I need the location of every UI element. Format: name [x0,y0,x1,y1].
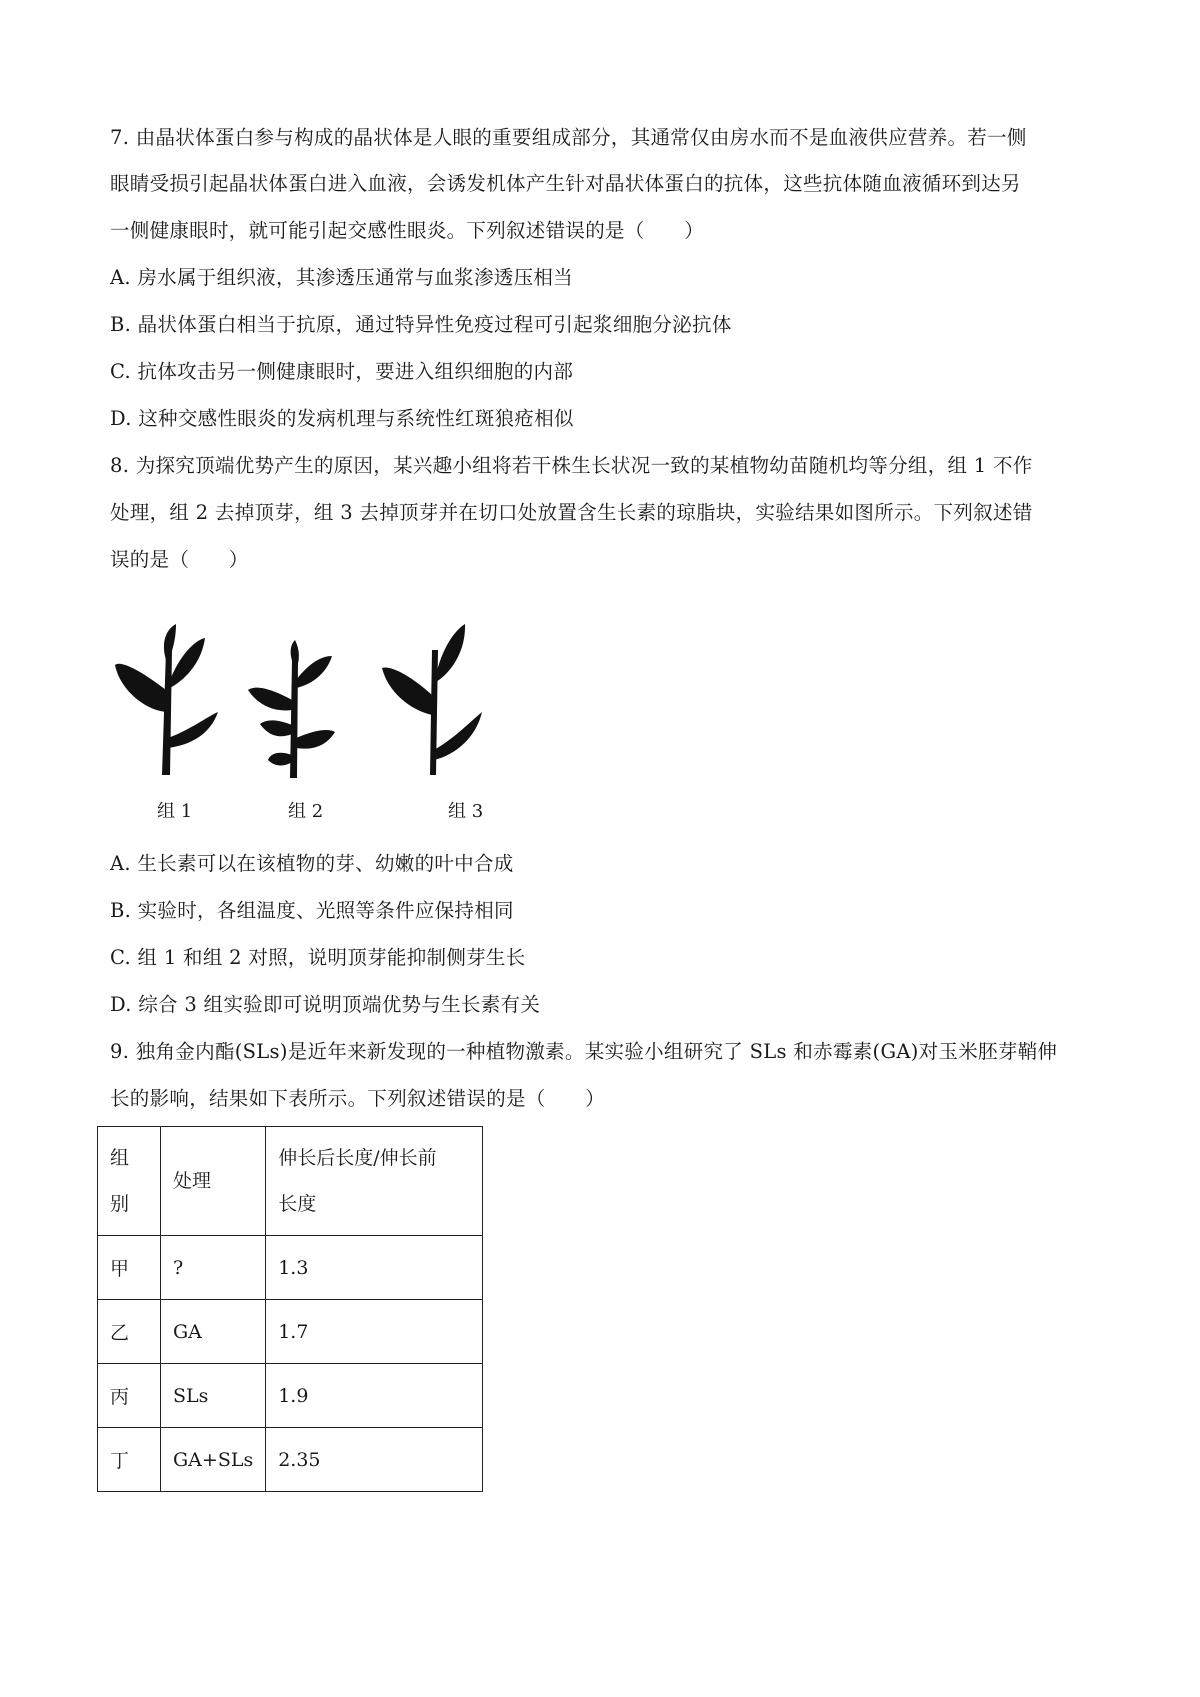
table-cell: 乙 [98,1300,161,1364]
table-row [98,1428,483,1492]
table-cell: 甲 [98,1236,161,1300]
q8-stem-line-1: 8. 为探究顶端优势产生的原因，某兴趣小组将若干株生长状况一致的某植物幼苗随机均等分组，组 1 不作 [110,454,1033,477]
plant-group-3 [382,624,482,775]
q8-option-b: B. 实验时，各组温度、光照等条件应保持相同 [110,899,514,922]
figure-label-group-2: 组 2 [288,801,324,822]
table-cell: 丙 [98,1364,161,1428]
q7-option-a: A. 房水属于组织液，其渗透压通常与血浆渗透压相当 [110,266,573,289]
q8-option-d: D. 综合 3 组实验即可说明顶端优势与生长素有关 [110,993,541,1016]
q9-stem-line-1: 9. 独角金内酯(SLs)是近年来新发现的一种植物激素。某实验小组研究了 SLs 和赤霉素(GA)对玉米胚芽鞘伸 [110,1040,1058,1063]
plant-group-2 [248,640,335,778]
q7-option-c: C. 抗体攻击另一侧健康眼时，要进入组织细胞的内部 [110,360,574,383]
table-row [98,1364,483,1428]
q8-stem-line-3: 误的是（ ） [110,548,249,571]
q7-option-b: B. 晶状体蛋白相当于抗原，通过特异性免疫过程可引起浆细胞分泌抗体 [110,313,732,336]
table-header-cell: 组 别 [98,1127,161,1236]
q8-stem-line-2: 处理，组 2 去掉顶芽，组 3 去掉顶芽并在切口处放置含生长素的琼脂块，实验结果如图所示。下列叙述错 [110,501,1033,524]
q8-option-a: A. 生长素可以在该植物的芽、幼嫩的叶中合成 [110,852,514,875]
q7-stem-line-2: 眼睛受损引起晶状体蛋白进入血液，会诱发机体产生针对晶状体蛋白的抗体，这些抗体随血液循环到达另 [110,172,1021,195]
table-cell: GA+SLs [161,1428,266,1492]
q7-stem-line-3: 一侧健康眼时，就可能引起交感性眼炎。下列叙述错误的是（ ） [110,219,705,242]
table-header-cell: 伸长后长度/伸长前 长度 [266,1127,483,1236]
table-row [98,1236,483,1300]
table-header-row [98,1127,483,1236]
figure-label-group-1: 组 1 [157,801,193,822]
table-cell: 丁 [98,1428,161,1492]
q9-stem-line-2: 长的影响，结果如下表所示。下列叙述错误的是（ ） [110,1087,606,1110]
table-cell: 1.9 [266,1364,483,1428]
q7-option-d: D. 这种交感性眼炎的发病机理与系统性红斑狼疮相似 [110,407,574,430]
q7-stem-line-1: 7. 由晶状体蛋白参与构成的晶状体是人眼的重要组成部分，其通常仅由房水而不是血液供应营养。若一侧 [110,126,1027,149]
q8-option-c: C. 组 1 和组 2 对照，说明顶芽能抑制侧芽生长 [110,946,526,969]
table-cell: SLs [161,1364,266,1428]
plant-group-1 [115,624,218,775]
plant-figure [110,620,530,790]
table-cell: ? [161,1236,266,1300]
table-row [98,1300,483,1364]
results-table [97,1126,483,1492]
table-cell: 2.35 [266,1428,483,1492]
table-cell: 1.7 [266,1300,483,1364]
table-cell: GA [161,1300,266,1364]
figure-label-group-3: 组 3 [448,801,484,822]
table-cell: 1.3 [266,1236,483,1300]
table-header-cell: 处理 [161,1127,266,1236]
